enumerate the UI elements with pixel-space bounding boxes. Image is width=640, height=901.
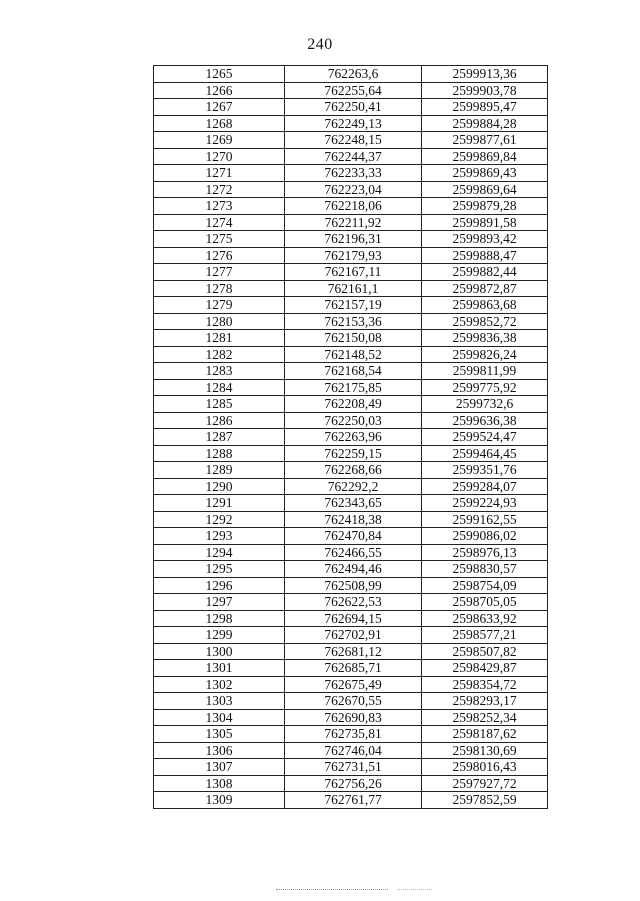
point-number-cell: 1308 bbox=[154, 775, 285, 792]
x-coordinate-cell: 762148,52 bbox=[285, 346, 422, 363]
point-number-cell: 1301 bbox=[154, 660, 285, 677]
point-number-cell: 1285 bbox=[154, 396, 285, 413]
table-row bbox=[154, 577, 548, 594]
point-number-cell: 1287 bbox=[154, 429, 285, 446]
page-number: 240 bbox=[307, 36, 333, 53]
table-row bbox=[154, 627, 548, 644]
x-coordinate-cell: 762694,15 bbox=[285, 610, 422, 627]
point-number-cell: 1307 bbox=[154, 759, 285, 776]
point-number-cell: 1269 bbox=[154, 132, 285, 149]
x-coordinate-cell: 762263,6 bbox=[285, 66, 422, 83]
x-coordinate-cell: 762756,26 bbox=[285, 775, 422, 792]
point-number-cell: 1294 bbox=[154, 544, 285, 561]
y-coordinate-cell: 2599284,07 bbox=[422, 478, 548, 495]
y-coordinate-cell: 2599162,55 bbox=[422, 511, 548, 528]
y-coordinate-cell: 2598354,72 bbox=[422, 676, 548, 693]
table-row bbox=[154, 742, 548, 759]
y-coordinate-cell: 2599732,6 bbox=[422, 396, 548, 413]
point-number-cell: 1305 bbox=[154, 726, 285, 743]
x-coordinate-cell: 762211,92 bbox=[285, 214, 422, 231]
x-coordinate-cell: 762292,2 bbox=[285, 478, 422, 495]
point-number-cell: 1295 bbox=[154, 561, 285, 578]
x-coordinate-cell: 762685,71 bbox=[285, 660, 422, 677]
point-number-cell: 1268 bbox=[154, 115, 285, 132]
x-coordinate-cell: 762470,84 bbox=[285, 528, 422, 545]
y-coordinate-cell: 2599884,28 bbox=[422, 115, 548, 132]
point-number-cell: 1304 bbox=[154, 709, 285, 726]
x-coordinate-cell: 762508,99 bbox=[285, 577, 422, 594]
table-row bbox=[154, 165, 548, 182]
y-coordinate-cell: 2599464,45 bbox=[422, 445, 548, 462]
y-coordinate-cell: 2598705,05 bbox=[422, 594, 548, 611]
table-row bbox=[154, 346, 548, 363]
point-number-cell: 1273 bbox=[154, 198, 285, 215]
x-coordinate-cell: 762690,83 bbox=[285, 709, 422, 726]
x-coordinate-cell: 762255,64 bbox=[285, 82, 422, 99]
x-coordinate-cell: 762418,38 bbox=[285, 511, 422, 528]
x-coordinate-cell: 762746,04 bbox=[285, 742, 422, 759]
x-coordinate-cell: 762161,1 bbox=[285, 280, 422, 297]
table-row bbox=[154, 99, 548, 116]
point-number-cell: 1267 bbox=[154, 99, 285, 116]
x-coordinate-cell: 762208,49 bbox=[285, 396, 422, 413]
point-number-cell: 1275 bbox=[154, 231, 285, 248]
x-coordinate-cell: 762670,55 bbox=[285, 693, 422, 710]
table-row bbox=[154, 462, 548, 479]
y-coordinate-cell: 2599882,44 bbox=[422, 264, 548, 281]
point-number-cell: 1292 bbox=[154, 511, 285, 528]
y-coordinate-cell: 2599913,36 bbox=[422, 66, 548, 83]
y-coordinate-cell: 2598633,92 bbox=[422, 610, 548, 627]
point-number-cell: 1296 bbox=[154, 577, 285, 594]
table-row bbox=[154, 181, 548, 198]
y-coordinate-cell: 2599869,43 bbox=[422, 165, 548, 182]
point-number-cell: 1302 bbox=[154, 676, 285, 693]
x-coordinate-cell: 762675,49 bbox=[285, 676, 422, 693]
x-coordinate-cell: 762233,33 bbox=[285, 165, 422, 182]
table-row bbox=[154, 693, 548, 710]
y-coordinate-cell: 2599636,38 bbox=[422, 412, 548, 429]
point-number-cell: 1291 bbox=[154, 495, 285, 512]
table-row bbox=[154, 231, 548, 248]
footer-rule-secondary bbox=[398, 889, 432, 890]
table-row bbox=[154, 363, 548, 380]
point-number-cell: 1286 bbox=[154, 412, 285, 429]
table-row bbox=[154, 610, 548, 627]
x-coordinate-cell: 762248,15 bbox=[285, 132, 422, 149]
point-number-cell: 1283 bbox=[154, 363, 285, 380]
table-row bbox=[154, 429, 548, 446]
y-coordinate-cell: 2598187,62 bbox=[422, 726, 548, 743]
y-coordinate-cell: 2599869,64 bbox=[422, 181, 548, 198]
table-row bbox=[154, 66, 548, 83]
x-coordinate-cell: 762150,08 bbox=[285, 330, 422, 347]
y-coordinate-cell: 2598754,09 bbox=[422, 577, 548, 594]
point-number-cell: 1282 bbox=[154, 346, 285, 363]
point-number-cell: 1280 bbox=[154, 313, 285, 330]
x-coordinate-cell: 762157,19 bbox=[285, 297, 422, 314]
footer-rule bbox=[276, 889, 388, 890]
table-row bbox=[154, 660, 548, 677]
point-number-cell: 1288 bbox=[154, 445, 285, 462]
table-row bbox=[154, 561, 548, 578]
x-coordinate-cell: 762268,66 bbox=[285, 462, 422, 479]
point-number-cell: 1272 bbox=[154, 181, 285, 198]
x-coordinate-cell: 762681,12 bbox=[285, 643, 422, 660]
x-coordinate-cell: 762259,15 bbox=[285, 445, 422, 462]
y-coordinate-cell: 2599836,38 bbox=[422, 330, 548, 347]
y-coordinate-cell: 2598293,17 bbox=[422, 693, 548, 710]
table-row bbox=[154, 412, 548, 429]
table-row bbox=[154, 313, 548, 330]
point-number-cell: 1278 bbox=[154, 280, 285, 297]
x-coordinate-cell: 762244,37 bbox=[285, 148, 422, 165]
table-row bbox=[154, 115, 548, 132]
x-coordinate-cell: 762196,31 bbox=[285, 231, 422, 248]
table-row bbox=[154, 792, 548, 809]
table-row bbox=[154, 379, 548, 396]
y-coordinate-cell: 2599869,84 bbox=[422, 148, 548, 165]
y-coordinate-cell: 2599893,42 bbox=[422, 231, 548, 248]
table-row bbox=[154, 544, 548, 561]
y-coordinate-cell: 2599826,24 bbox=[422, 346, 548, 363]
x-coordinate-cell: 762250,03 bbox=[285, 412, 422, 429]
x-coordinate-cell: 762167,11 bbox=[285, 264, 422, 281]
point-number-cell: 1281 bbox=[154, 330, 285, 347]
table-row bbox=[154, 396, 548, 413]
point-number-cell: 1271 bbox=[154, 165, 285, 182]
table-row bbox=[154, 445, 548, 462]
x-coordinate-cell: 762466,55 bbox=[285, 544, 422, 561]
table-row bbox=[154, 198, 548, 215]
table-row bbox=[154, 676, 548, 693]
x-coordinate-cell: 762735,81 bbox=[285, 726, 422, 743]
x-coordinate-cell: 762343,65 bbox=[285, 495, 422, 512]
y-coordinate-cell: 2599877,61 bbox=[422, 132, 548, 149]
point-number-cell: 1293 bbox=[154, 528, 285, 545]
y-coordinate-cell: 2599524,47 bbox=[422, 429, 548, 446]
table-row bbox=[154, 297, 548, 314]
table-row bbox=[154, 775, 548, 792]
point-number-cell: 1270 bbox=[154, 148, 285, 165]
x-coordinate-cell: 762702,91 bbox=[285, 627, 422, 644]
coordinates-table bbox=[153, 65, 548, 809]
x-coordinate-cell: 762218,06 bbox=[285, 198, 422, 215]
y-coordinate-cell: 2599775,92 bbox=[422, 379, 548, 396]
y-coordinate-cell: 2598016,43 bbox=[422, 759, 548, 776]
x-coordinate-cell: 762494,46 bbox=[285, 561, 422, 578]
y-coordinate-cell: 2599852,72 bbox=[422, 313, 548, 330]
y-coordinate-cell: 2599872,87 bbox=[422, 280, 548, 297]
x-coordinate-cell: 762761,77 bbox=[285, 792, 422, 809]
table-row bbox=[154, 709, 548, 726]
table-row bbox=[154, 726, 548, 743]
point-number-cell: 1309 bbox=[154, 792, 285, 809]
point-number-cell: 1299 bbox=[154, 627, 285, 644]
table-row bbox=[154, 280, 548, 297]
y-coordinate-cell: 2599086,02 bbox=[422, 528, 548, 545]
table-row bbox=[154, 643, 548, 660]
point-number-cell: 1265 bbox=[154, 66, 285, 83]
point-number-cell: 1300 bbox=[154, 643, 285, 660]
x-coordinate-cell: 762250,41 bbox=[285, 99, 422, 116]
y-coordinate-cell: 2598976,13 bbox=[422, 544, 548, 561]
y-coordinate-cell: 2597852,59 bbox=[422, 792, 548, 809]
table-row bbox=[154, 478, 548, 495]
y-coordinate-cell: 2598130,69 bbox=[422, 742, 548, 759]
y-coordinate-cell: 2599895,47 bbox=[422, 99, 548, 116]
point-number-cell: 1303 bbox=[154, 693, 285, 710]
x-coordinate-cell: 762179,93 bbox=[285, 247, 422, 264]
table-row bbox=[154, 82, 548, 99]
x-coordinate-cell: 762263,96 bbox=[285, 429, 422, 446]
y-coordinate-cell: 2599863,68 bbox=[422, 297, 548, 314]
table-body bbox=[154, 66, 548, 809]
y-coordinate-cell: 2599891,58 bbox=[422, 214, 548, 231]
y-coordinate-cell: 2598830,57 bbox=[422, 561, 548, 578]
point-number-cell: 1306 bbox=[154, 742, 285, 759]
y-coordinate-cell: 2599224,93 bbox=[422, 495, 548, 512]
point-number-cell: 1266 bbox=[154, 82, 285, 99]
y-coordinate-cell: 2598507,82 bbox=[422, 643, 548, 660]
point-number-cell: 1277 bbox=[154, 264, 285, 281]
point-number-cell: 1289 bbox=[154, 462, 285, 479]
x-coordinate-cell: 762175,85 bbox=[285, 379, 422, 396]
table-row bbox=[154, 594, 548, 611]
table-row bbox=[154, 495, 548, 512]
table-row bbox=[154, 759, 548, 776]
y-coordinate-cell: 2597927,72 bbox=[422, 775, 548, 792]
x-coordinate-cell: 762731,51 bbox=[285, 759, 422, 776]
point-number-cell: 1298 bbox=[154, 610, 285, 627]
x-coordinate-cell: 762622,53 bbox=[285, 594, 422, 611]
table-row bbox=[154, 528, 548, 545]
table-row bbox=[154, 148, 548, 165]
point-number-cell: 1290 bbox=[154, 478, 285, 495]
y-coordinate-cell: 2598429,87 bbox=[422, 660, 548, 677]
x-coordinate-cell: 762249,13 bbox=[285, 115, 422, 132]
x-coordinate-cell: 762223,04 bbox=[285, 181, 422, 198]
point-number-cell: 1297 bbox=[154, 594, 285, 611]
y-coordinate-cell: 2598577,21 bbox=[422, 627, 548, 644]
y-coordinate-cell: 2599811,99 bbox=[422, 363, 548, 380]
point-number-cell: 1274 bbox=[154, 214, 285, 231]
table-row bbox=[154, 330, 548, 347]
y-coordinate-cell: 2599879,28 bbox=[422, 198, 548, 215]
y-coordinate-cell: 2599903,78 bbox=[422, 82, 548, 99]
table-row bbox=[154, 511, 548, 528]
x-coordinate-cell: 762153,36 bbox=[285, 313, 422, 330]
table-row bbox=[154, 264, 548, 281]
table-row bbox=[154, 214, 548, 231]
point-number-cell: 1284 bbox=[154, 379, 285, 396]
y-coordinate-cell: 2598252,34 bbox=[422, 709, 548, 726]
table-row bbox=[154, 247, 548, 264]
y-coordinate-cell: 2599351,76 bbox=[422, 462, 548, 479]
point-number-cell: 1279 bbox=[154, 297, 285, 314]
y-coordinate-cell: 2599888,47 bbox=[422, 247, 548, 264]
point-number-cell: 1276 bbox=[154, 247, 285, 264]
table-row bbox=[154, 132, 548, 149]
x-coordinate-cell: 762168,54 bbox=[285, 363, 422, 380]
